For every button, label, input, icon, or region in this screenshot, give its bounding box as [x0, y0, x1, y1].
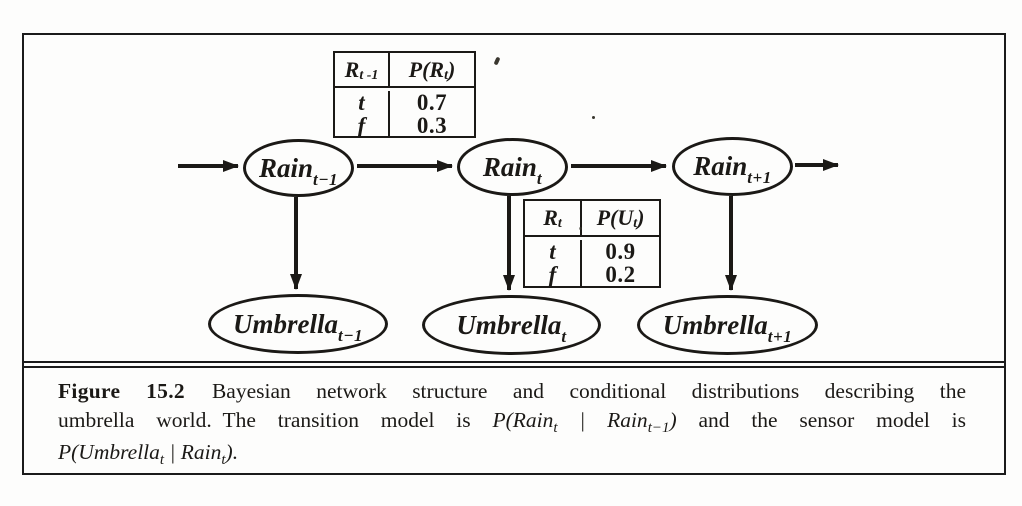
formula-part: )	[669, 408, 677, 432]
table-cell: 0.9	[605, 239, 636, 264]
node-label-sub: t−1	[313, 169, 339, 189]
scan-speck	[579, 227, 582, 230]
transition-header-prob-post: )	[448, 56, 456, 82]
node-label-sub: t	[561, 326, 567, 346]
node-label-base: Rain	[258, 152, 313, 183]
node-rain-t	[457, 138, 568, 196]
node-rain-t-plus-1	[672, 137, 793, 196]
node-umbrella-t-plus-1	[637, 295, 818, 355]
figure-number: Figure 15.2	[58, 379, 185, 403]
transition-header-var-sub: t -1	[359, 67, 379, 83]
sensor-header-probability	[582, 201, 659, 235]
node-label-base: Umbrella	[232, 308, 338, 339]
node-label-sub: t−1	[337, 325, 364, 345]
caption-text: Bayesian network structure and conditional distributions describing the	[211, 379, 966, 403]
transition-header-condition	[335, 53, 390, 86]
formula-part: | Rain	[557, 408, 648, 432]
node-label	[258, 152, 339, 189]
node-umbrella-t-minus-1	[208, 294, 388, 354]
table-cell: 0.2	[605, 262, 636, 287]
formula-part: ).	[225, 440, 239, 464]
table-cell: t	[335, 91, 390, 114]
transition-model-formula	[492, 408, 677, 436]
sensor-header-var: R	[543, 205, 558, 230]
transition-table-body	[335, 88, 474, 137]
transition-header-probability	[390, 53, 474, 86]
node-label	[693, 151, 772, 187]
node-label	[482, 151, 543, 188]
transition-header-prob-pre: P(R	[408, 56, 445, 82]
sensor-header-var-sub: t	[557, 216, 562, 231]
sensor-model-formula	[58, 440, 239, 468]
node-rain-t-minus-1	[243, 139, 354, 197]
transition-header-var: R	[344, 56, 360, 82]
caption-separator-rule	[22, 361, 1006, 368]
node-label-base: Umbrella	[456, 309, 562, 340]
figure-caption	[58, 377, 966, 470]
formula-sub: t−1	[647, 420, 670, 436]
sensor-table-header	[525, 201, 659, 237]
formula-part: P(Umbrella	[58, 440, 160, 464]
sensor-table-body	[525, 237, 659, 286]
formula-part: | Rain	[164, 440, 222, 464]
transition-header-prob-sub: t	[444, 67, 448, 83]
node-label-sub: t	[536, 168, 543, 188]
node-label	[232, 308, 364, 345]
sensor-probability-table	[523, 199, 661, 288]
node-umbrella-t	[422, 295, 601, 355]
sensor-header-condition	[525, 201, 582, 235]
transition-table-header	[335, 53, 474, 88]
formula-sub: t	[553, 420, 558, 436]
caption-text: umbrella world. The transition model is	[58, 408, 471, 432]
sensor-header-prob-sub: t	[633, 216, 638, 231]
formula-part: P(Rain	[492, 408, 554, 432]
node-label	[662, 309, 793, 346]
transition-probability-table	[333, 51, 476, 138]
node-label-base: Umbrella	[662, 309, 768, 340]
caption-line-1	[58, 377, 966, 406]
sensor-header-prob-post: )	[637, 205, 645, 230]
sensor-header-prob-pre: P(U	[596, 205, 634, 230]
table-cell: t	[525, 240, 582, 263]
node-label-sub: t+1	[747, 168, 772, 187]
node-label-sub: t+1	[767, 326, 793, 346]
scan-speck	[592, 116, 595, 119]
node-label-base: Rain	[482, 151, 537, 182]
table-cell: f	[525, 263, 582, 286]
table-cell: f	[335, 114, 390, 137]
caption-text: and the sensor model is	[698, 408, 967, 432]
node-label-base: Rain	[693, 151, 748, 181]
node-label	[456, 309, 567, 346]
table-cell: 0.7	[416, 90, 448, 115]
formula-sub: t	[221, 452, 226, 468]
formula-sub: t	[159, 452, 165, 468]
caption-line-3	[58, 438, 966, 470]
caption-line-2	[58, 406, 966, 438]
table-cell: 0.3	[416, 113, 448, 138]
